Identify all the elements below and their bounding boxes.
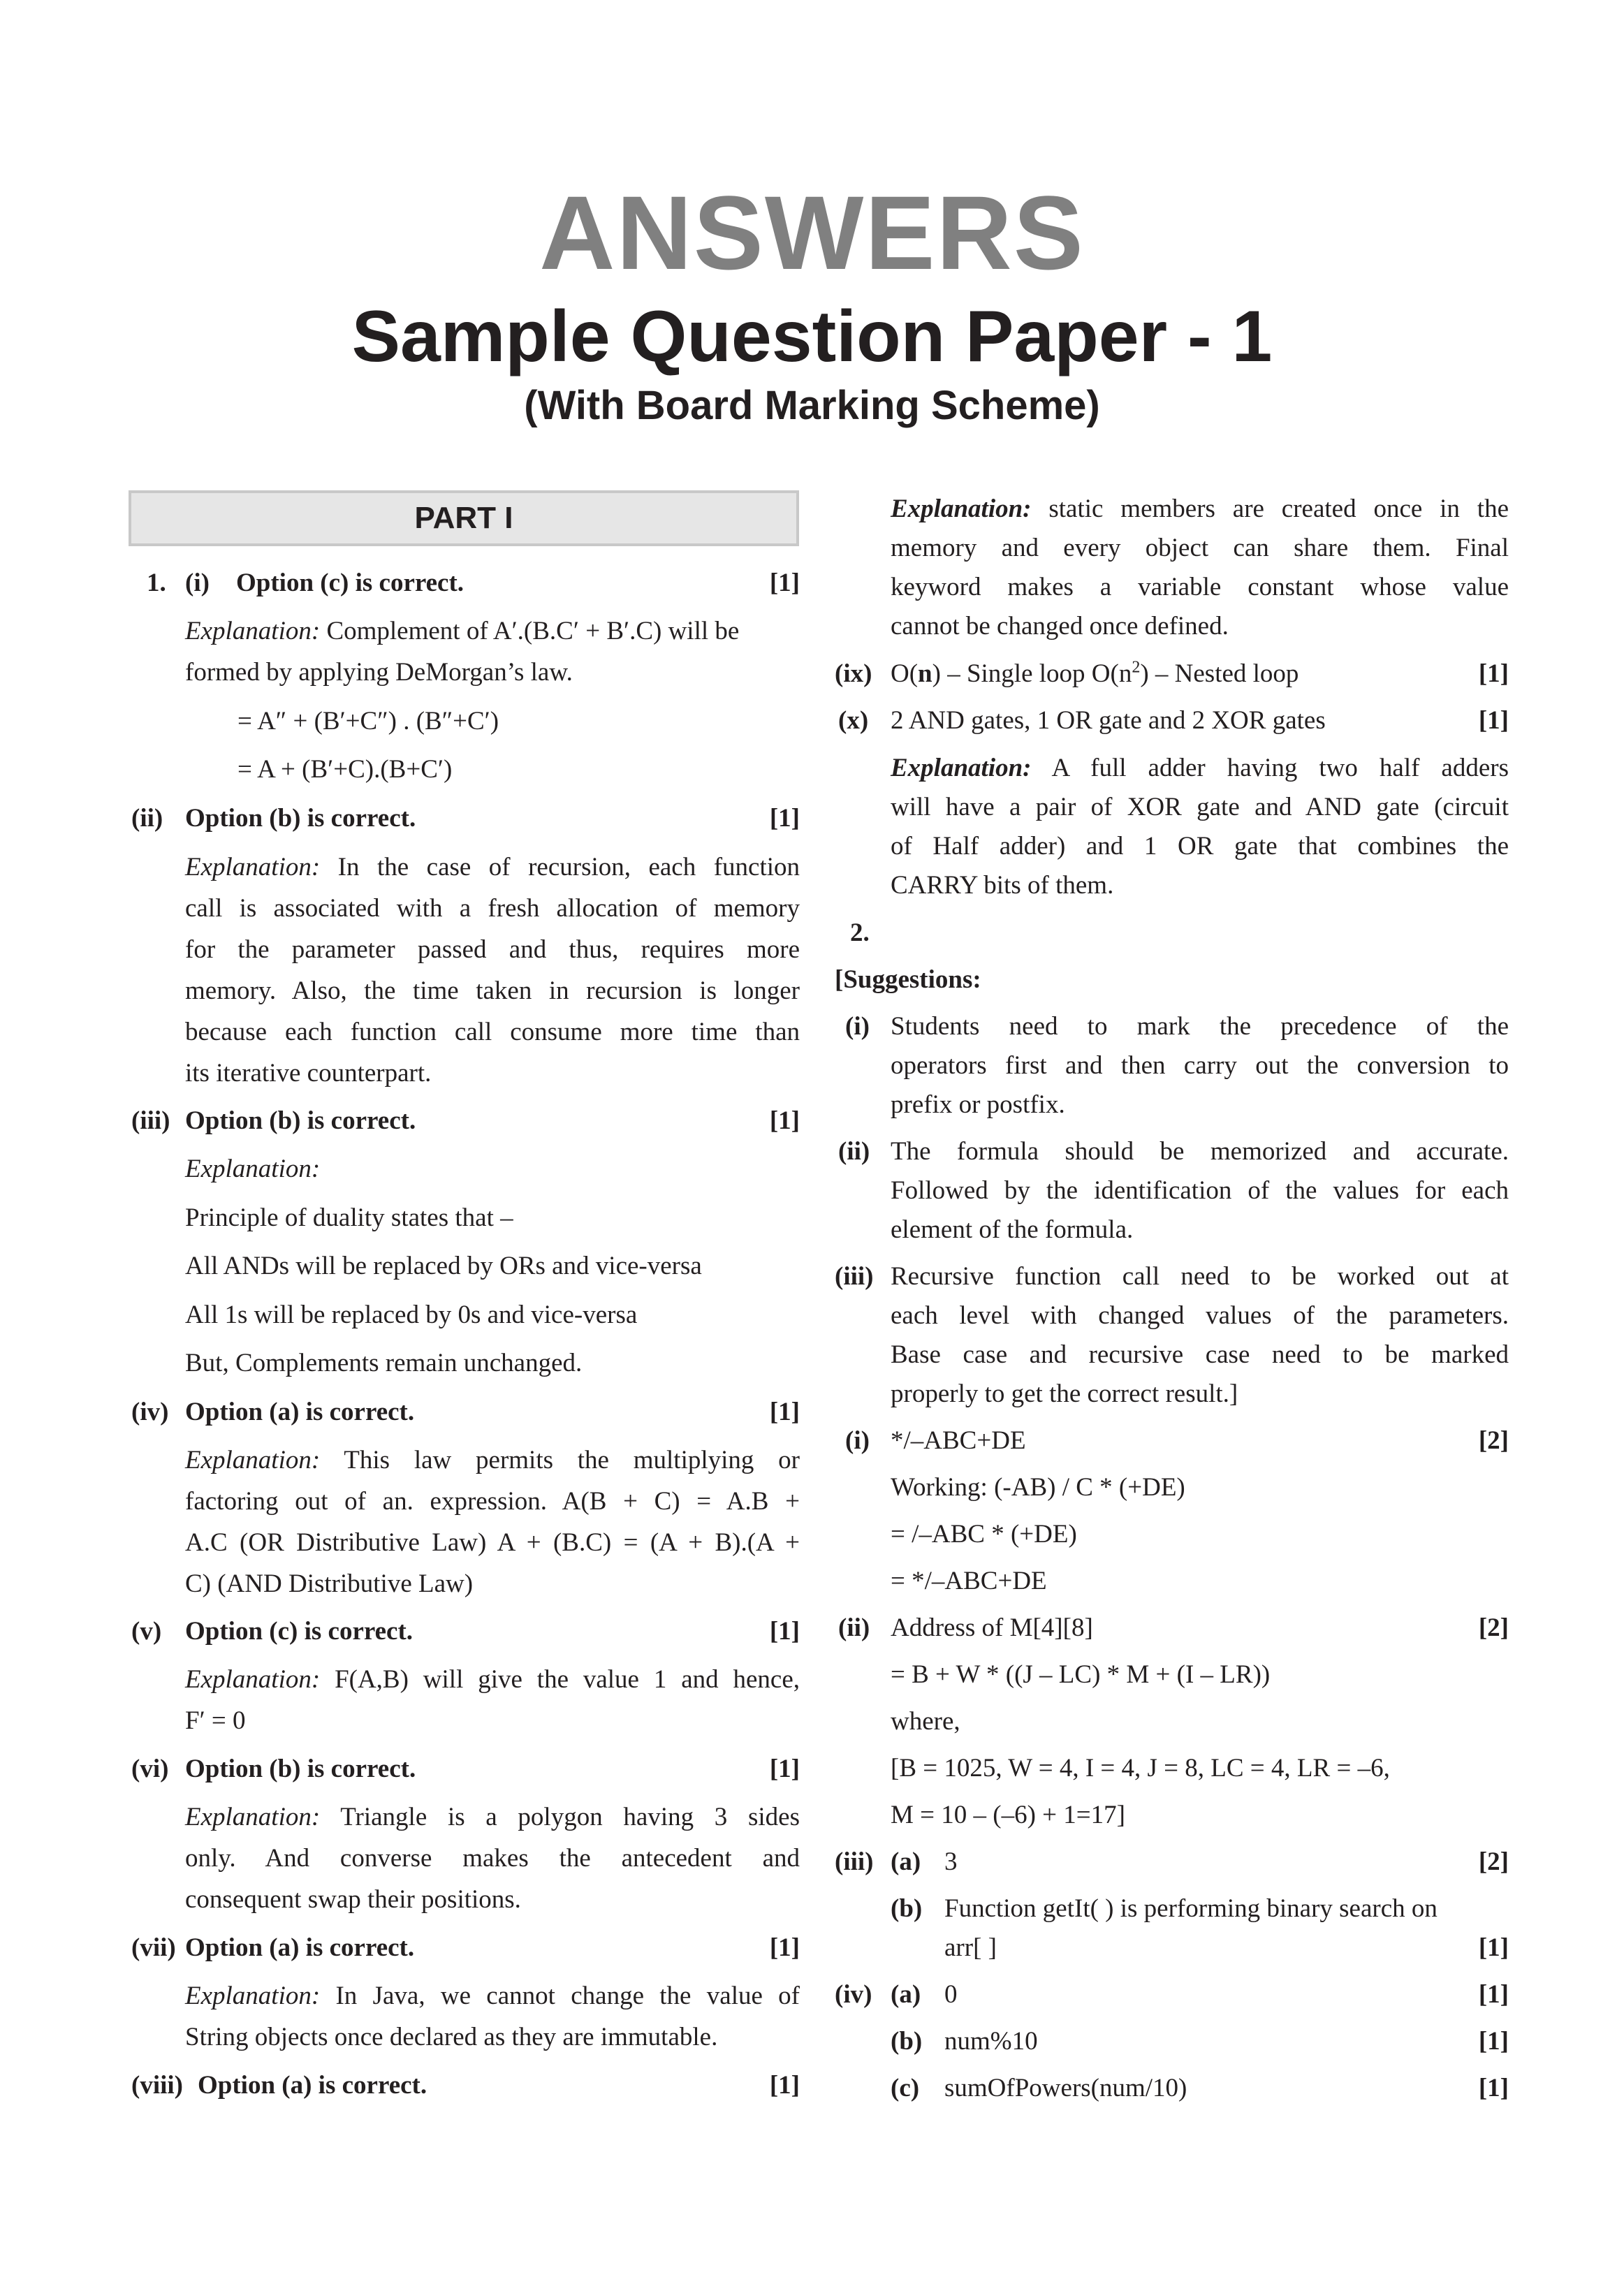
answer-text: Option (a) is correct.	[185, 1398, 415, 1426]
equation-line: = A + (B′+C).(B+C′)	[237, 755, 453, 784]
explanation-line	[891, 494, 1509, 525]
explanation-line: But, Complements remain unchanged.	[185, 1349, 583, 1377]
explanation-text: In the case of recursion, each function	[337, 853, 800, 881]
marks: [1]	[769, 1755, 800, 1783]
suggestion-line: operators first and then carry out the conversion to	[891, 1051, 1509, 1080]
item-label: (ix)	[835, 659, 872, 688]
explanation-text: Complement of A′.(B.C′ + B′.C) will be	[326, 617, 740, 645]
explanation-label: Explanation:	[185, 617, 321, 645]
marks: [1]	[769, 1106, 800, 1135]
item-label: (i)	[845, 1426, 870, 1455]
item-label: (vii)	[131, 1933, 176, 1962]
explanation-line: factoring out of an. expression. A(B + C) = A.B +	[185, 1487, 800, 1516]
answer-text: Option (a) is correct.	[198, 2071, 427, 2100]
explanation-line: keyword makes a variable constant whose value	[891, 573, 1509, 601]
answer-text: arr[ ]	[944, 1933, 997, 1962]
equation-line: = A″ + (B′+C″) . (B″+C′)	[237, 707, 499, 735]
marks: [1]	[1478, 659, 1509, 688]
answer-text: Option (c) is correct.	[185, 1617, 414, 1646]
explanation-line: Principle of duality states that –	[185, 1203, 513, 1232]
answer-text: Option (a) is correct.	[185, 1933, 415, 1962]
answer-text: Function getIt( ) is performing binary search on	[944, 1894, 1438, 1923]
working-line: M = 10 – (–6) + 1=17]	[891, 1801, 1125, 1829]
suggestion-line: prefix or postfix.	[891, 1090, 1065, 1119]
item-label: (iii)	[131, 1106, 170, 1135]
explanation-text: In Java, we cannot change the value of	[335, 1982, 800, 2010]
answer-text: Option (b) is correct.	[185, 1106, 416, 1135]
explanation-line: call is associated with a fresh allocation of memory	[185, 894, 800, 923]
explanation-text: Triangle is a polygon having 3 sides	[340, 1803, 800, 1831]
suggestions-heading: [Suggestions:	[835, 965, 981, 994]
working-line: Working: (-AB) / C * (+DE)	[891, 1473, 1185, 1502]
answer-text: Option (b) is correct.	[185, 1755, 416, 1783]
answer-text: Option (c) is correct.	[236, 569, 464, 597]
suggestion-line: Recursive function call need to be worked out at	[891, 1262, 1509, 1291]
explanation-line	[185, 1445, 800, 1476]
explanation-line: CARRY bits of them.	[891, 871, 1114, 900]
explanation-line	[185, 852, 800, 883]
subitem-label: (a)	[891, 1980, 921, 2009]
item-label: (i)	[845, 1012, 870, 1041]
explanation-line	[185, 1802, 800, 1833]
answer-text: 2 AND gates, 1 OR gate and 2 XOR gates	[891, 706, 1326, 735]
item-label: (viii)	[131, 2071, 183, 2100]
explanation-label: Explanation:	[185, 853, 321, 881]
suggestion-line: element of the formula.	[891, 1215, 1134, 1244]
subitem-label: (c)	[891, 2074, 920, 2102]
suggestion-line: The formula should be memorized and accurate.	[891, 1137, 1509, 1166]
marks: [1]	[1478, 2027, 1509, 2056]
right-column	[835, 0, 1512, 2284]
item-label: (ii)	[838, 1137, 870, 1166]
explanation-text: F(A,B) will give the value 1 and hence,	[335, 1665, 800, 1694]
suggestion-line: properly to get the correct result.]	[891, 1379, 1238, 1408]
item-label: (i)	[185, 569, 210, 597]
working-line: = */–ABC+DE	[891, 1567, 1047, 1595]
item-label: (iv)	[835, 1980, 872, 2009]
answer-text: 0	[944, 1980, 958, 2009]
answer-text: num%10	[944, 2027, 1038, 2056]
marks: [1]	[769, 804, 800, 833]
item-label: (iii)	[835, 1847, 874, 1876]
marks: [1]	[769, 569, 800, 597]
working-line: = B + W * ((J – LC) * M + (I – LR))	[891, 1660, 1271, 1689]
explanation-label: Explanation:	[185, 1803, 321, 1831]
marks: [2]	[1478, 1847, 1509, 1876]
explanation-line: consequent swap their positions.	[185, 1885, 521, 1914]
answer-fragment: ) – Nested loop	[1140, 659, 1299, 688]
answer-fragment: n	[918, 659, 932, 688]
explanation-label: Explanation:	[185, 1446, 321, 1474]
explanation-line: of Half adder) and 1 OR gate that combines the	[891, 832, 1509, 861]
working-line: = /–ABC * (+DE)	[891, 1520, 1077, 1549]
suggestion-line: Base case and recursive case need to be marked	[891, 1340, 1509, 1369]
answer-text: sumOfPowers(num/10)	[944, 2074, 1187, 2102]
answer-text: Option (b) is correct.	[185, 804, 416, 833]
explanation-line: C) (AND Distributive Law)	[185, 1569, 474, 1598]
explanation-line: A.C (OR Distributive Law) A + (B.C) = (A + B).(A +	[185, 1528, 800, 1557]
explanation-line	[185, 616, 800, 647]
subitem-label: (a)	[891, 1847, 921, 1876]
explanation-line	[185, 1664, 800, 1695]
explanation-line: memory. Also, the time taken in recursion is longer	[185, 976, 800, 1005]
marks: [1]	[769, 1617, 800, 1646]
item-label: (iii)	[835, 1262, 874, 1291]
explanation-line: formed by applying DeMorgan’s law.	[185, 658, 573, 687]
item-label: (v)	[131, 1617, 162, 1646]
marks: [1]	[1478, 1933, 1509, 1962]
explanation-line: cannot be changed once defined.	[891, 612, 1229, 640]
working-line: where,	[891, 1707, 960, 1736]
explanation-line	[185, 1981, 800, 2012]
explanation-line: will have a pair of XOR gate and AND gate (circuit	[891, 793, 1509, 821]
marks: [1]	[769, 1933, 800, 1962]
explanation-line: All ANDs will be replaced by ORs and vice-versa	[185, 1252, 702, 1280]
page-heading-answers: ANSWERS	[539, 174, 1085, 291]
answer-text: 3	[944, 1847, 958, 1876]
marks: [1]	[1478, 2074, 1509, 2102]
explanation-label: Explanation:	[185, 1982, 321, 2010]
marks: [1]	[769, 1398, 800, 1426]
explanation-line: for the parameter passed and thus, requires more	[185, 935, 800, 964]
subitem-label: (b)	[891, 2027, 923, 2056]
page-subtitle: (With Board Marking Scheme)	[524, 383, 1100, 428]
answer-text	[891, 659, 1299, 689]
page-title: Sample Question Paper - 1	[351, 296, 1273, 377]
item-label: (x)	[838, 706, 869, 735]
explanation-line: memory and every object can share them. Final	[891, 534, 1509, 562]
superscript: 2	[1132, 658, 1141, 677]
explanation-line: String objects once declared as they are immutable.	[185, 2023, 718, 2051]
explanation-line: All 1s will be replaced by 0s and vice-versa	[185, 1301, 638, 1329]
question-number: 2.	[850, 918, 870, 947]
marks: [1]	[1478, 706, 1509, 735]
explanation-line: F′ = 0	[185, 1706, 246, 1735]
item-label: (ii)	[131, 804, 163, 833]
suggestion-line: Followed by the identification of the values for each	[891, 1176, 1509, 1205]
explanation-line: its iterative counterpart.	[185, 1059, 432, 1088]
explanation-line: because each function call consume more time than	[185, 1018, 800, 1046]
answer-text: */–ABC+DE	[891, 1426, 1026, 1455]
marks: [1]	[1478, 1980, 1509, 2009]
subitem-label: (b)	[891, 1894, 923, 1923]
part-heading: PART I	[129, 490, 799, 546]
marks: [2]	[1478, 1613, 1509, 1642]
item-label: (iv)	[131, 1398, 169, 1426]
marks: [2]	[1478, 1426, 1509, 1455]
explanation-text: A full adder having two half adders	[1051, 754, 1509, 782]
explanation-text: static members are created once in the	[1048, 495, 1509, 523]
explanation-label: Explanation:	[891, 495, 1032, 523]
item-label: (ii)	[838, 1613, 870, 1642]
suggestion-line: Students need to mark the precedence of the	[891, 1012, 1509, 1041]
left-column	[126, 0, 807, 2284]
suggestion-line: each level with changed values of the parameters.	[891, 1301, 1509, 1330]
answer-text: Address of M[4][8]	[891, 1613, 1093, 1642]
explanation-line	[891, 753, 1509, 784]
marks: [1]	[769, 2071, 800, 2100]
question-number: 1.	[147, 569, 166, 597]
explanation-label: Explanation:	[185, 1665, 321, 1694]
answer-fragment: ) – Single loop O(n	[932, 659, 1132, 688]
explanation-label: Explanation:	[185, 1155, 321, 1183]
explanation-text: This law permits the multiplying or	[344, 1446, 800, 1474]
item-label: (vi)	[131, 1755, 169, 1783]
explanation-label: Explanation:	[891, 754, 1032, 782]
explanation-line: only. And converse makes the antecedent and	[185, 1844, 800, 1873]
answer-fragment: O(	[891, 659, 919, 688]
working-line: [B = 1025, W = 4, I = 4, J = 8, LC = 4, LR = –6,	[891, 1754, 1390, 1782]
